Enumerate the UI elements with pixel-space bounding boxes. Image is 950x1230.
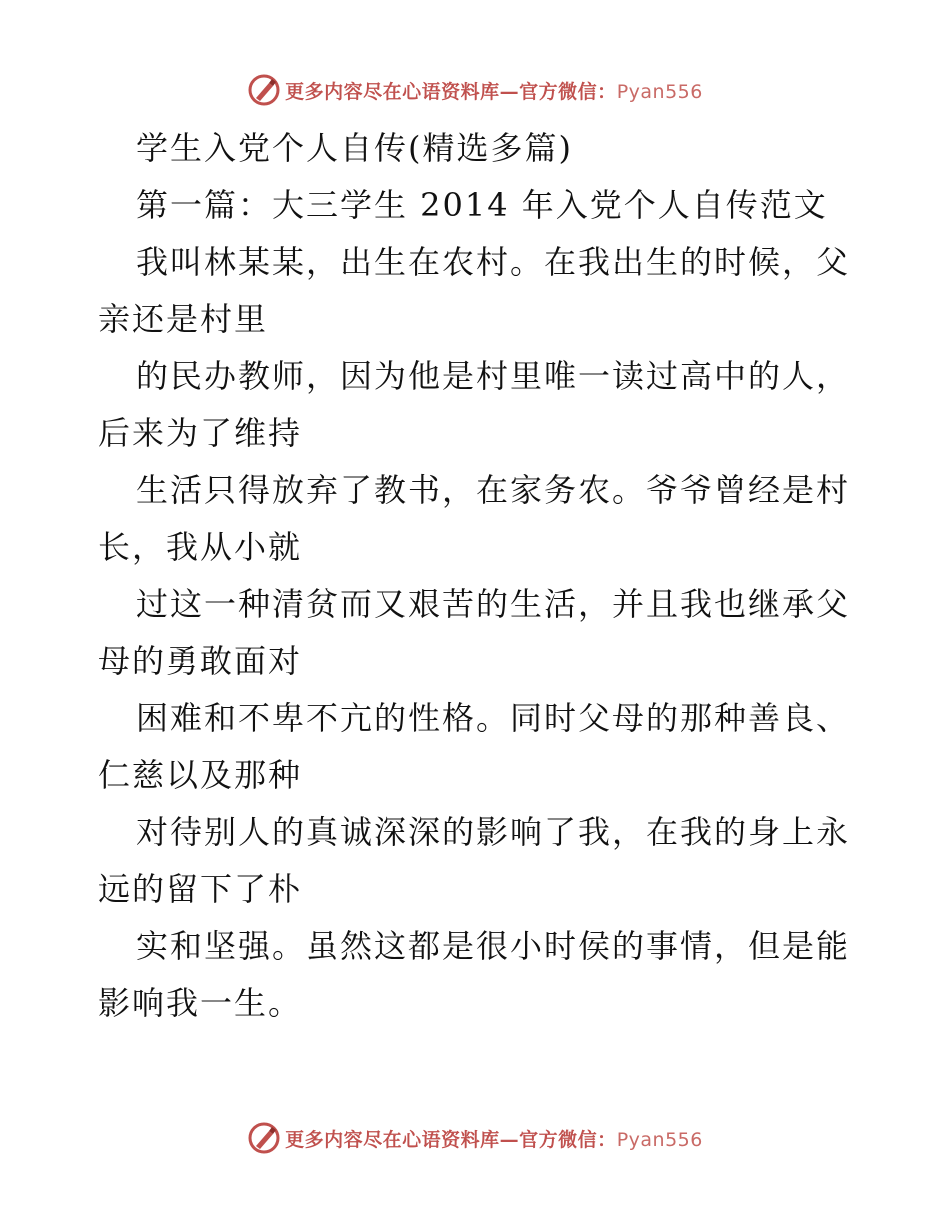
paragraph-line: 对待别人的真诚深深的影响了我，在我的身上永 xyxy=(136,813,851,851)
section-heading: 第一篇：大三学生 2014 年入党个人自传范文 xyxy=(136,186,828,224)
watermark-text xyxy=(285,77,703,104)
watermark-text xyxy=(285,1125,703,1152)
paragraph-line: 过这一种清贫而又艰苦的生活，并且我也继承父 xyxy=(136,585,851,623)
document-title: 学生入党个人自传(精选多篇) xyxy=(136,129,573,167)
paragraph-line: 影响我一生。 xyxy=(98,984,303,1022)
footer-watermark xyxy=(0,1118,950,1158)
paragraph-line: 长，我从小就 xyxy=(98,528,303,566)
paragraph-line: 仁慈以及那种 xyxy=(98,756,303,794)
watermark-dash: — xyxy=(499,80,520,103)
paragraph-line: 困难和不卑不亢的性格。同时父母的那种善良、 xyxy=(136,699,851,737)
watermark-wechat-label: 官方微信： xyxy=(519,1128,617,1151)
paragraph-line: 的民办教师，因为他是村里唯一读过高中的人， xyxy=(136,357,851,395)
paragraph-line: 我叫林某某，出生在农村。在我出生的时候，父 xyxy=(136,243,851,281)
paragraph-line: 远的留下了朴 xyxy=(98,870,303,908)
watermark-wechat-id: Pyan556 xyxy=(616,1128,703,1151)
paragraph-line: 生活只得放弃了教书，在家务农。爷爷曾经是村 xyxy=(136,471,851,509)
paragraph-line: 后来为了维持 xyxy=(98,414,303,452)
pen-circle-logo-icon xyxy=(247,1121,281,1155)
watermark-site-text: 更多内容尽在心语资料库 xyxy=(285,1128,500,1151)
paragraph-line: 母的勇敢面对 xyxy=(98,642,303,680)
paragraph-line: 亲还是村里 xyxy=(98,300,269,338)
pen-circle-logo-icon xyxy=(247,73,281,107)
watermark-dash: — xyxy=(499,1128,520,1151)
watermark-site-text: 更多内容尽在心语资料库 xyxy=(285,80,500,103)
document-body xyxy=(98,120,868,1032)
header-watermark xyxy=(0,70,950,110)
watermark-wechat-label: 官方微信： xyxy=(519,80,617,103)
paragraph-line: 实和坚强。虽然这都是很小时侯的事情，但是能 xyxy=(136,927,851,965)
watermark-wechat-id: Pyan556 xyxy=(616,80,703,103)
